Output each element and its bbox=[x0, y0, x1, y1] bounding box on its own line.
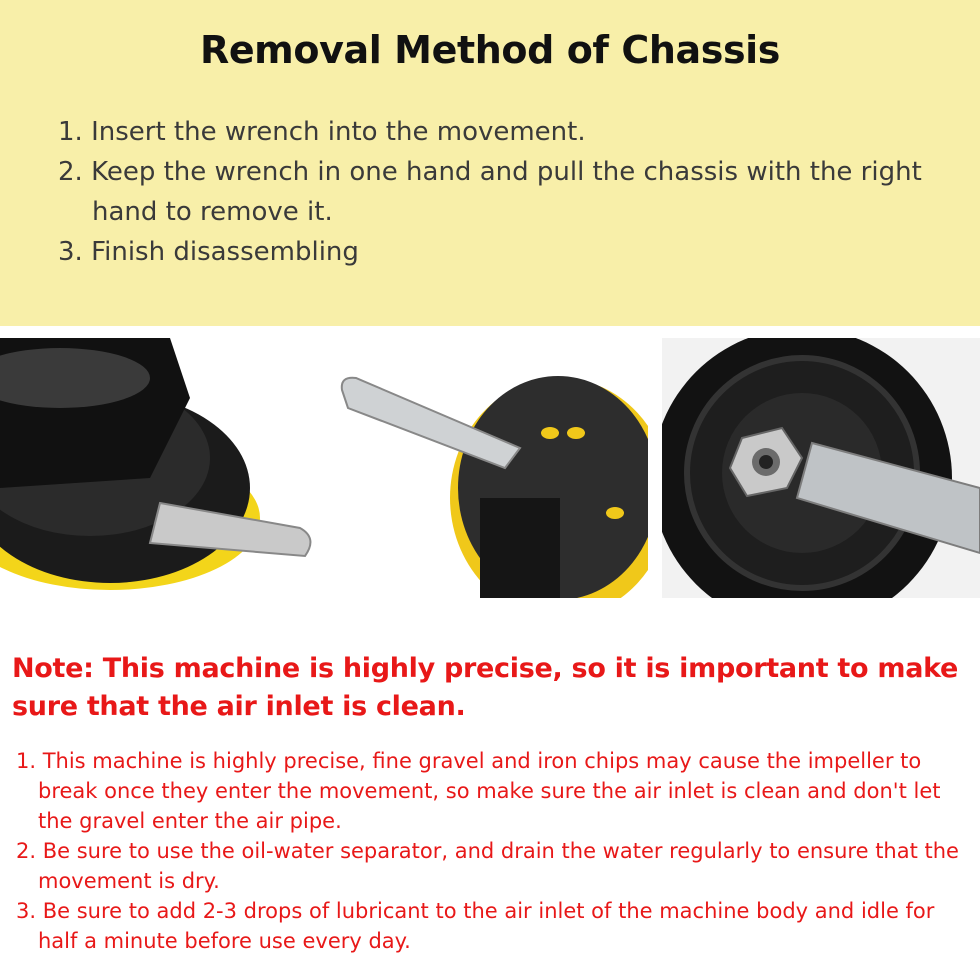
note-list bbox=[16, 746, 966, 956]
photo-wrench-on-hex-nut bbox=[662, 338, 980, 598]
photo-wrench-into-hook-pad bbox=[330, 338, 648, 598]
step-item: 1. Insert the wrench into the movement. bbox=[58, 117, 586, 147]
step-item: 3. Finish disassembling bbox=[58, 237, 359, 267]
photo-strip bbox=[0, 338, 980, 598]
instructions-header bbox=[0, 0, 980, 326]
note-heading: Note: This machine is highly precise, so it is important to make sure that the air inlet is clean. bbox=[12, 653, 959, 722]
note-item: 2. Be sure to use the oil-water separator, and drain the water regularly to ensure that the movement is dry. bbox=[16, 839, 959, 893]
steps-list bbox=[58, 112, 958, 272]
step-item: 2. Keep the wrench in one hand and pull the chassis with the right hand to remove it. bbox=[58, 157, 922, 227]
note-item: 3. Be sure to add 2-3 drops of lubricant to the air inlet of the machine body and idle for half a minute before use every day. bbox=[16, 899, 935, 953]
photo-wrench-under-pad bbox=[0, 338, 320, 598]
page-title: Removal Method of Chassis bbox=[199, 28, 781, 72]
note-item: 1. This machine is highly precise, fine gravel and iron chips may cause the impeller to break once they enter the movement, so make sure the air inlet is clean and don't let the gravel enter the air pipe. bbox=[16, 749, 941, 833]
